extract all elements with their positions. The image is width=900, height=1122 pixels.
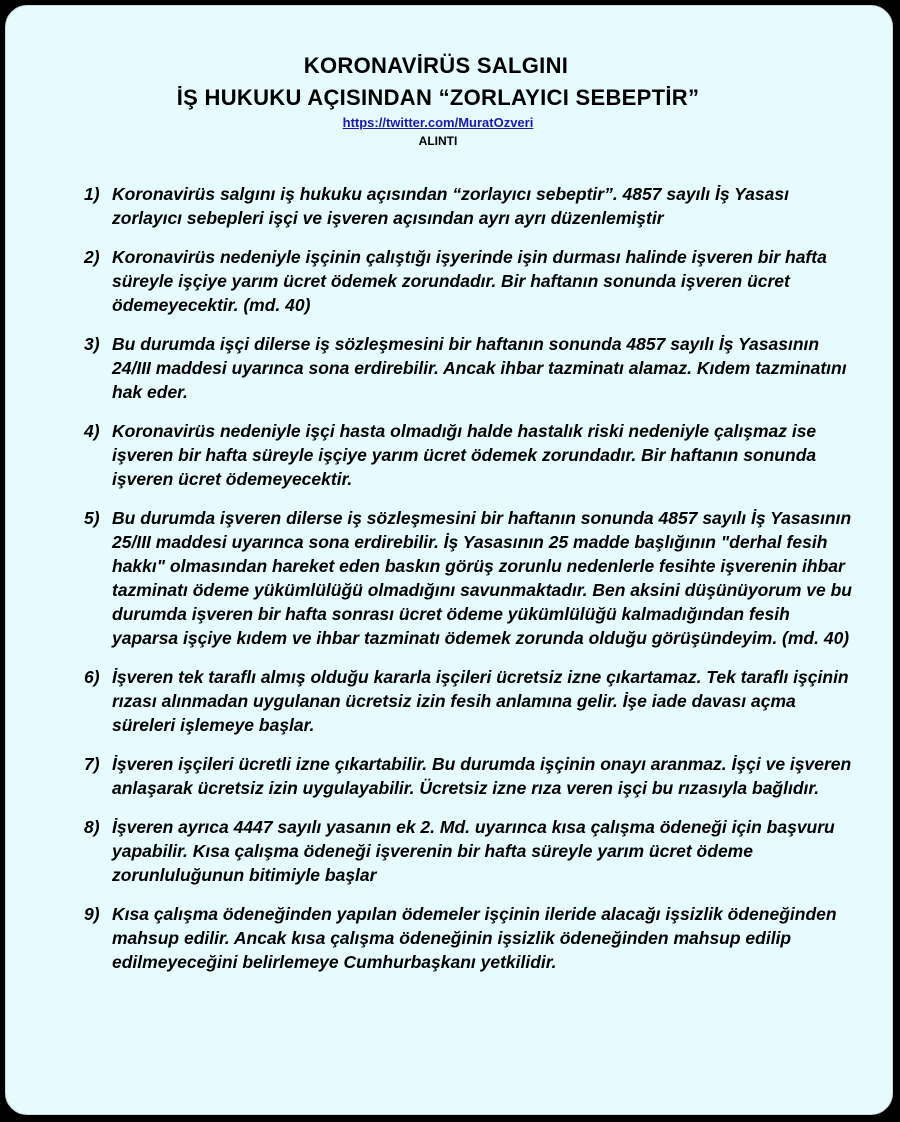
list-item: [84, 419, 854, 491]
item-text: Koronavirüs nedeniyle işçi hasta olmadığı halde hastalık riski nedeniyle çalışmaz ise işveren bir hafta süreyle işçiye yarım ücret ödemek zorundadır. Bir haftanın sonunda işveren ücret ödemeyecektir.: [112, 421, 817, 489]
list-item: [84, 665, 854, 737]
item-text: İşveren işçileri ücretli izne çıkartabilir. Bu durumda işçinin onayı aranmaz. İşçi ve işveren anlaşarak ücretsiz izin uygulayabilir. Ücretsiz izne rıza veren işçi bu rızasıyla bağlıdır.: [112, 754, 852, 798]
item-text: Bu durumda işçi dilerse iş sözleşmesini bir haftanın sonunda 4857 sayılı İş Yasasının 24/III maddesi uyarınca sona erdirebilir. Ancak ihbar tazminatı alamaz. Kıdem tazminatını hak eder.: [112, 334, 847, 402]
item-text: Koronavirüs nedeniyle işçinin çalıştığı işyerinde işin durması halinde işveren bir hafta süreyle işçiye yarım ücret ödemek zorundadır. Bir haftanın sonunda işveren ücret ödemeyecektir. (md. 40): [112, 247, 827, 315]
document-card: [5, 5, 893, 1115]
item-number: 5): [84, 508, 100, 528]
title-block: [6, 50, 894, 148]
item-number: 9): [84, 904, 100, 924]
list-item: [84, 815, 854, 887]
quote-label: ALINTI: [418, 134, 458, 148]
list-item: [84, 332, 854, 404]
item-number: 7): [84, 754, 100, 774]
item-number: 8): [84, 817, 100, 837]
list-item: [84, 182, 854, 230]
item-number: 2): [84, 247, 100, 267]
item-number: 3): [84, 334, 100, 354]
item-text: Kısa çalışma ödeneğinden yapılan ödemeler işçinin ileride alacağı işsizlik ödeneğinden mahsup edilir. Ancak kısa çalışma ödeneğinin işsizlik ödeneğinden mahsup edilip edilmeyeceğini belirlemeye Cumhurbaşkanı yetkilidir.: [112, 904, 837, 972]
item-number: 1): [84, 184, 100, 204]
document-title-line-1: KORONAVİRÜS SALGINI: [303, 53, 569, 78]
item-number: 6): [84, 667, 100, 687]
source-link-row: [0, 115, 882, 131]
list-item: [84, 245, 854, 317]
item-text: Koronavirüs salgını iş hukuku açısından “zorlayıcı sebeptir”. 4857 sayılı İş Yasası zorlayıcı sebepleri işçi ve işveren açısından ayrı ayrı düzenlemiştir: [112, 184, 789, 228]
list-item: [84, 902, 854, 974]
item-text: İşveren tek taraflı almış olduğu kararla işçileri ücretsiz izne çıkartamaz. Tek taraflı işçinin rızası alınmadan uygulanan ücretsiz izin fesih anlamına gelir. İşe iade davası açma süreleri işlemeye başlar.: [112, 667, 849, 735]
item-number: 4): [84, 421, 100, 441]
numbered-list: [84, 182, 854, 989]
item-text: Bu durumda işveren dilerse iş sözleşmesini bir haftanın sonunda 4857 sayılı İş Yasasının 25/III maddesi uyarınca sona erdirebilir. İş Yasasının 25 madde başlığının "derhal fesih hakkı" olmasından hareket eden baskın görüş zorunlu nedenlerle fesihte işverenin ihbar tazminatı ödeme yükümlülüğü olmadığını savunmaktadır. Ben aksini düşünüyorum ve bu durumda işveren bir hafta sonrası ücret ödeme yükümlülüğü kalmadığından fesih yaparsa işçiye kıdem ve ihbar tazminatı ödemek zorunda olduğu görüşündeyim. (md. 40): [112, 508, 852, 648]
document-title-line-2: İŞ HUKUKU AÇISINDAN “ZORLAYICI SEBEPTİR”: [176, 85, 700, 110]
list-item: [84, 506, 854, 650]
source-link[interactable]: https://twitter.com/MuratOzveri: [342, 115, 534, 130]
item-text: İşveren ayrıca 4447 sayılı yasanın ek 2. Md. uyarınca kısa çalışma ödeneği için başvuru yapabilir. Kısa çalışma ödeneği işverenin bir hafta süreyle yarım ücret ödeme zorunluluğunun bitimiyle başlar: [112, 817, 835, 885]
list-item: [84, 752, 854, 800]
